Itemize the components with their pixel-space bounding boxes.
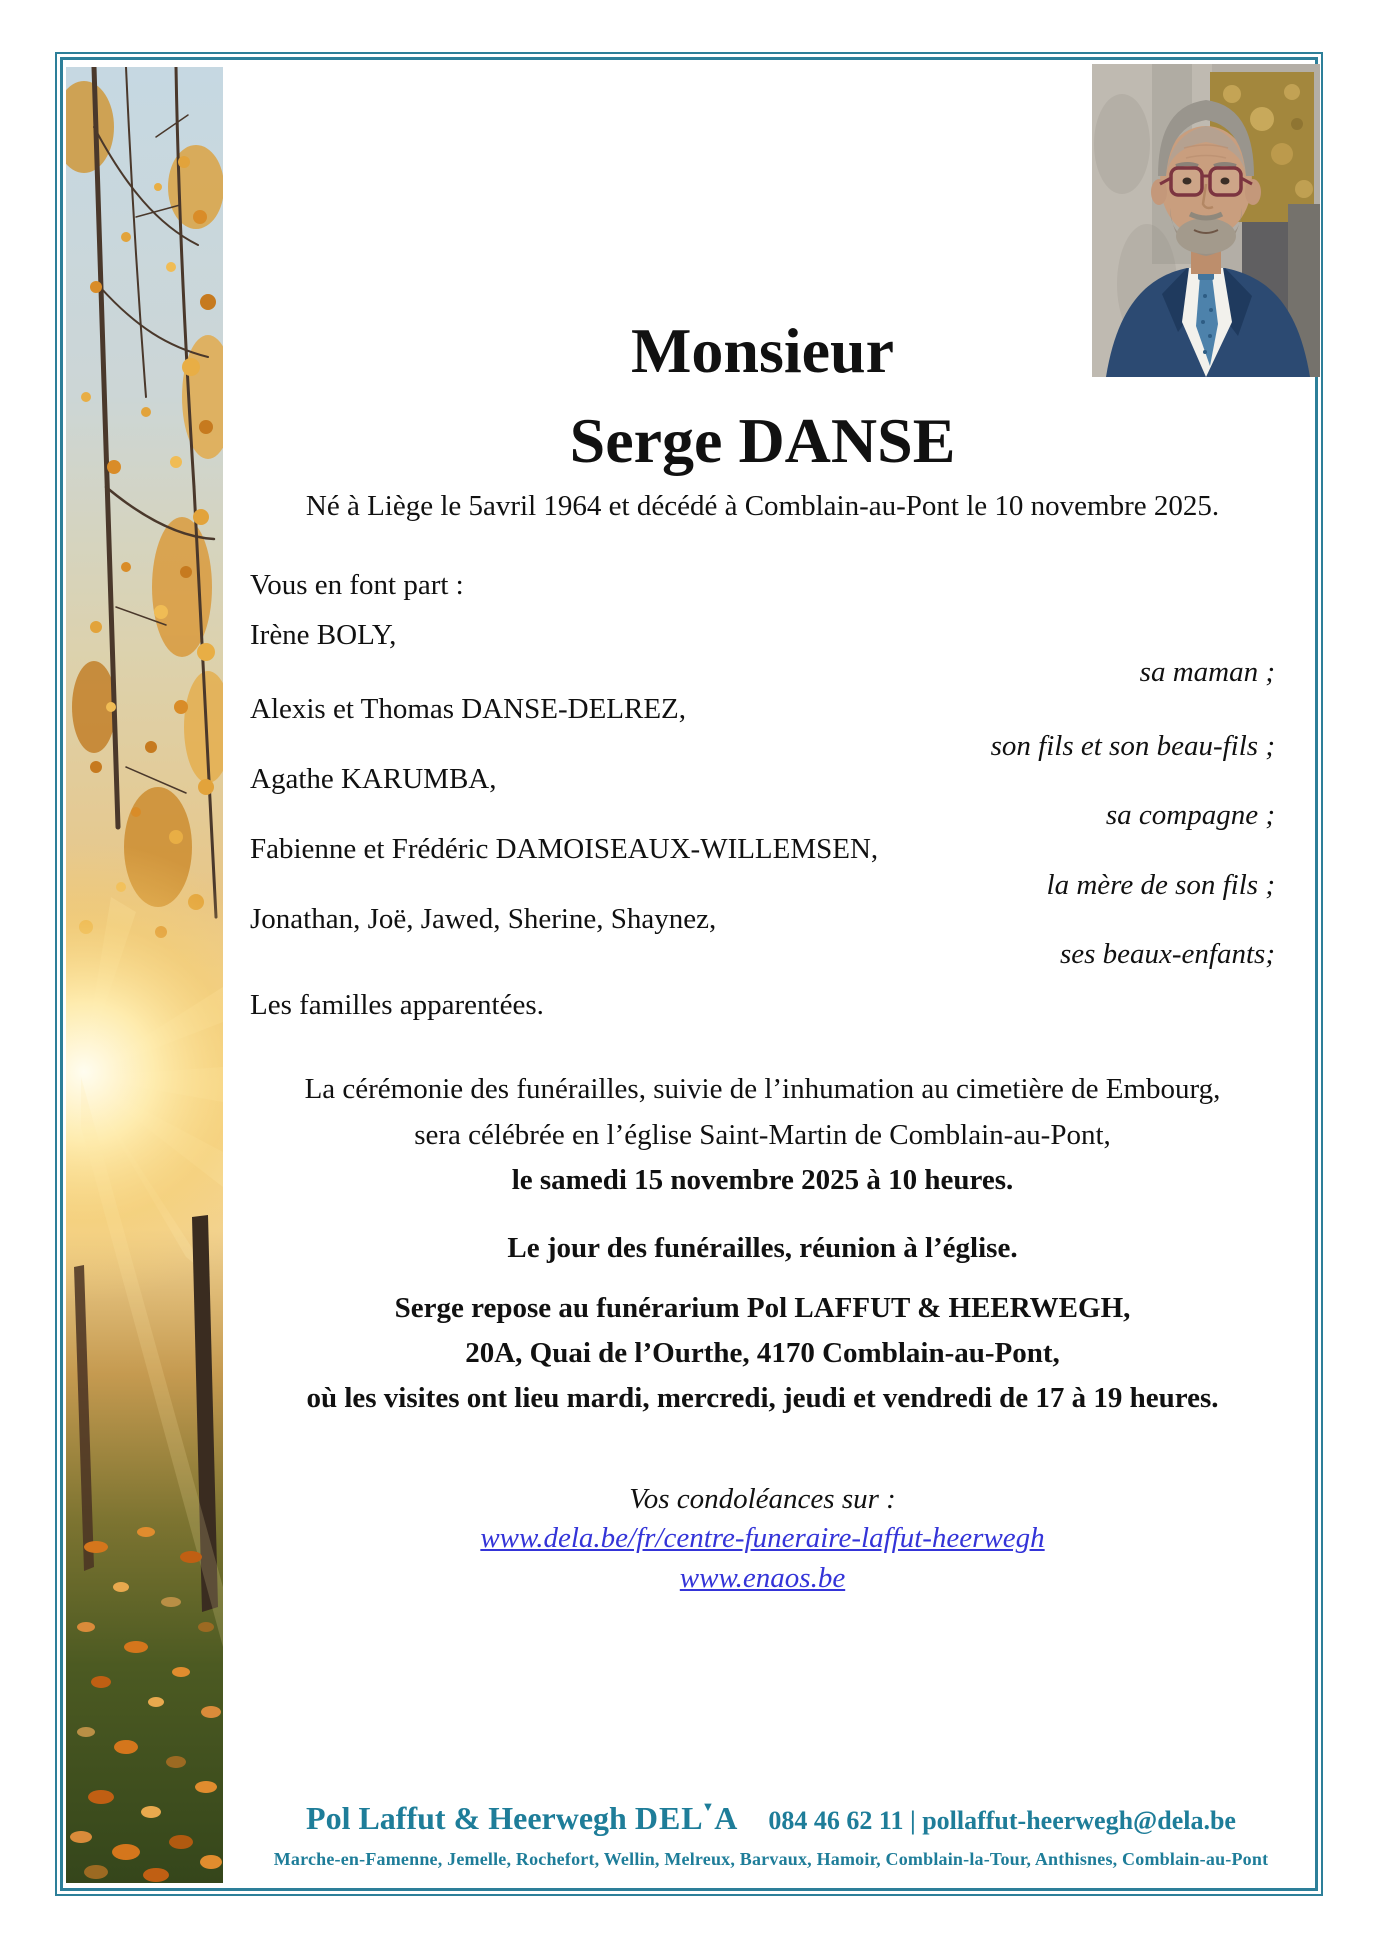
title-name: Serge DANSE (569, 405, 956, 476)
repose-line-3: où les visites ont lieu mardi, mercredi, jeudi et vendredi de 17 à 19 heures. (306, 1382, 1219, 1414)
condolences-link-enaos[interactable]: www.enaos.be (679, 1562, 846, 1594)
repose-line-1: Serge repose au funérarium Pol LAFFUT & HEERWEGH, (394, 1292, 1131, 1324)
condolences-label: Vos condoléances sur : (629, 1483, 896, 1515)
repose-line-2: 20A, Quai de l’Ourthe, 4170 Comblain-au-Pont, (465, 1337, 1060, 1369)
family-relation: ses beaux-enfants; (1059, 938, 1275, 970)
brand-name-text: Pol Laffut & Heerwegh (306, 1800, 627, 1836)
family-relation: sa compagne ; (1105, 799, 1275, 831)
meeting-line: Le jour des funérailles, réunion à l’église. (507, 1232, 1018, 1264)
ceremony-line-1: La cérémonie des funérailles, suivie de l’inhumation au cimetière de Embourg, (304, 1073, 1221, 1105)
dela-logo (635, 1800, 739, 1836)
footer-contact: 084 46 62 11 | pollaffut-heerwegh@dela.be (768, 1806, 1236, 1835)
dela-logo-mark-icon: ▼ (701, 1800, 716, 1814)
ceremony-date-line: le samedi 15 novembre 2025 à 10 heures. (511, 1164, 1014, 1196)
family-names: Fabienne et Frédéric DAMOISEAUX-WILLEMSEN, (250, 833, 879, 865)
condolences-link-dela[interactable]: www.dela.be/fr/centre-funeraire-laffut-heerwegh (480, 1522, 1045, 1554)
announcement-intro: Vous en font part : (250, 569, 464, 601)
family-relation: la mère de son fils ; (1046, 869, 1275, 901)
family-relation: sa maman ; (1139, 656, 1275, 688)
ceremony-line-2: sera célébrée en l’église Saint-Martin de Comblain-au-Pont, (414, 1119, 1111, 1151)
footer-locations: Marche-en-Famenne, Jemelle, Rochefort, Wellin, Melreux, Barvaux, Hamoir, Comblain-la-Tour, Anthisnes, Comblain-au-Pont (273, 1849, 1269, 1869)
family-names: Irène BOLY, (250, 619, 397, 651)
family-relation: son fils et son beau-fils ; (990, 730, 1275, 762)
dela-logo-text-pre: DEL (634, 1800, 704, 1836)
family-names: Jonathan, Joë, Jawed, Sherine, Shaynez, (250, 903, 717, 935)
birth-death-line: Né à Liège le 5avril 1964 et décédé à Comblain-au-Pont le 10 novembre 2025. (305, 490, 1220, 522)
footer-brand-line (222, 1798, 1320, 1841)
family-names: Agathe KARUMBA, (250, 763, 497, 795)
family-names: Alexis et Thomas DANSE-DELREZ, (250, 693, 687, 725)
autumn-photo-strip (66, 67, 223, 1883)
page-title (250, 306, 1275, 486)
funeral-home-footer (222, 1798, 1320, 1871)
title-civility: Monsieur (630, 315, 895, 386)
families-closing-line: Les familles apparentées. (250, 989, 544, 1021)
funeral-home-brand (306, 1800, 738, 1836)
dela-logo-text-post: A (714, 1800, 739, 1836)
